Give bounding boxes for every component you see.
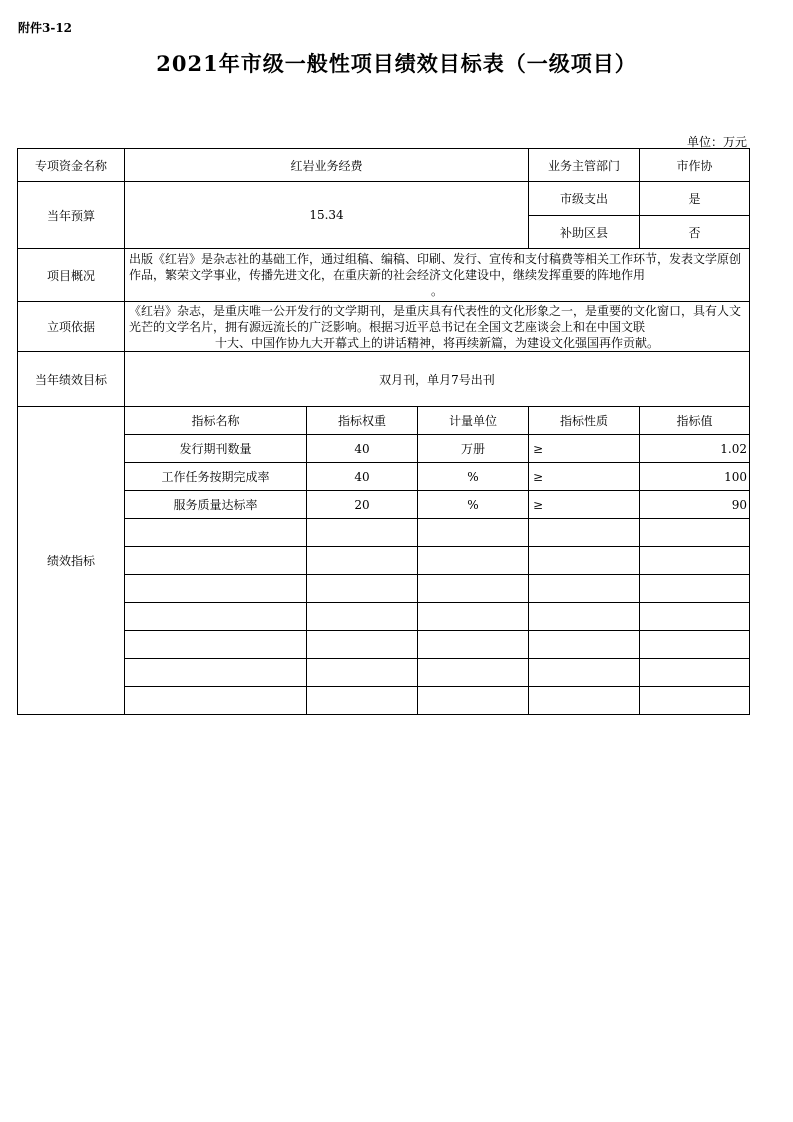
empty-row: [18, 575, 750, 603]
indicator-nature: ≥: [529, 491, 640, 519]
indicator-nature: ≥: [529, 435, 640, 463]
goal-label: 当年绩效目标: [18, 352, 125, 407]
indicator-name: 发行期刊数量: [125, 435, 307, 463]
fund-name-value: 红岩业务经费: [125, 149, 529, 182]
basis-tail: 十大、中国作协九大开幕式上的讲话精神，将再续新篇，为建设文化强国再作贡献。: [214, 335, 659, 350]
overview-label: 项目概况: [18, 249, 125, 302]
col-header-value: 指标值: [640, 407, 750, 435]
indicator-value: 100: [640, 463, 750, 491]
empty-row: [18, 659, 750, 687]
goal-text: 双月刊，单月7号出刊: [125, 352, 750, 407]
empty-row: [18, 547, 750, 575]
indicator-value: 90: [640, 491, 750, 519]
empty-row: [18, 687, 750, 715]
indicator-weight: 20: [307, 491, 418, 519]
attachment-label: 附件3-12: [18, 21, 73, 35]
indicator-unit: %: [418, 491, 529, 519]
table-row: [18, 463, 750, 491]
table-row: [18, 491, 750, 519]
basis-body: 《红岩》杂志，是重庆唯一公开发行的文学期刊，是重庆具有代表性的文化形象之一，是重要的文化窗口，具有人文光芒的文学名片，拥有源远流长的广泛影响。根据习近平总书记在全国文艺座谈会上和在中国文联: [129, 303, 742, 334]
col-header-name: 指标名称: [125, 407, 307, 435]
dept-value: 市作协: [640, 149, 750, 182]
empty-row: [18, 631, 750, 659]
indicator-weight: 40: [307, 435, 418, 463]
fund-name-label: 专项资金名称: [18, 149, 125, 182]
overview-tail: 。: [430, 284, 443, 298]
indicator-name: 服务质量达标率: [125, 491, 307, 519]
dept-label: 业务主管部门: [529, 149, 640, 182]
indicator-name: 工作任务按期完成率: [125, 463, 307, 491]
indicator-nature: ≥: [529, 463, 640, 491]
indicator-value: 1.02: [640, 435, 750, 463]
city-spend-label: 市级支出: [529, 182, 640, 216]
indicators-label: 绩效指标: [18, 407, 125, 715]
basis-label: 立项依据: [18, 302, 125, 352]
subsidy-value: 否: [640, 216, 750, 249]
subsidy-label: 补助区县: [529, 216, 640, 249]
col-header-unit: 计量单位: [418, 407, 529, 435]
table-row: [18, 435, 750, 463]
city-spend-value: 是: [640, 182, 750, 216]
basis-text: [125, 302, 750, 352]
performance-table: [17, 148, 750, 715]
indicator-unit: %: [418, 463, 529, 491]
overview-body: 出版《红岩》是杂志社的基础工作，通过组稿、编稿、印刷、发行、宣传和支付稿费等相关工作环节，发表文学原创作品，繁荣文学事业，传播先进文化，在重庆新的社会经济文化建设中，继续发挥重要的阵地作用: [129, 252, 742, 282]
empty-row: [18, 519, 750, 547]
page-title: 2021年市级一般性项目绩效目标表（一级项目）: [156, 51, 637, 76]
budget-label: 当年预算: [18, 182, 125, 249]
empty-row: [18, 603, 750, 631]
unit-label: 单位：万元: [686, 135, 747, 149]
col-header-weight: 指标权重: [307, 407, 418, 435]
col-header-nature: 指标性质: [529, 407, 640, 435]
overview-text: [125, 249, 750, 302]
budget-value: 15.34: [125, 182, 529, 249]
indicator-weight: 40: [307, 463, 418, 491]
indicator-unit: 万册: [418, 435, 529, 463]
